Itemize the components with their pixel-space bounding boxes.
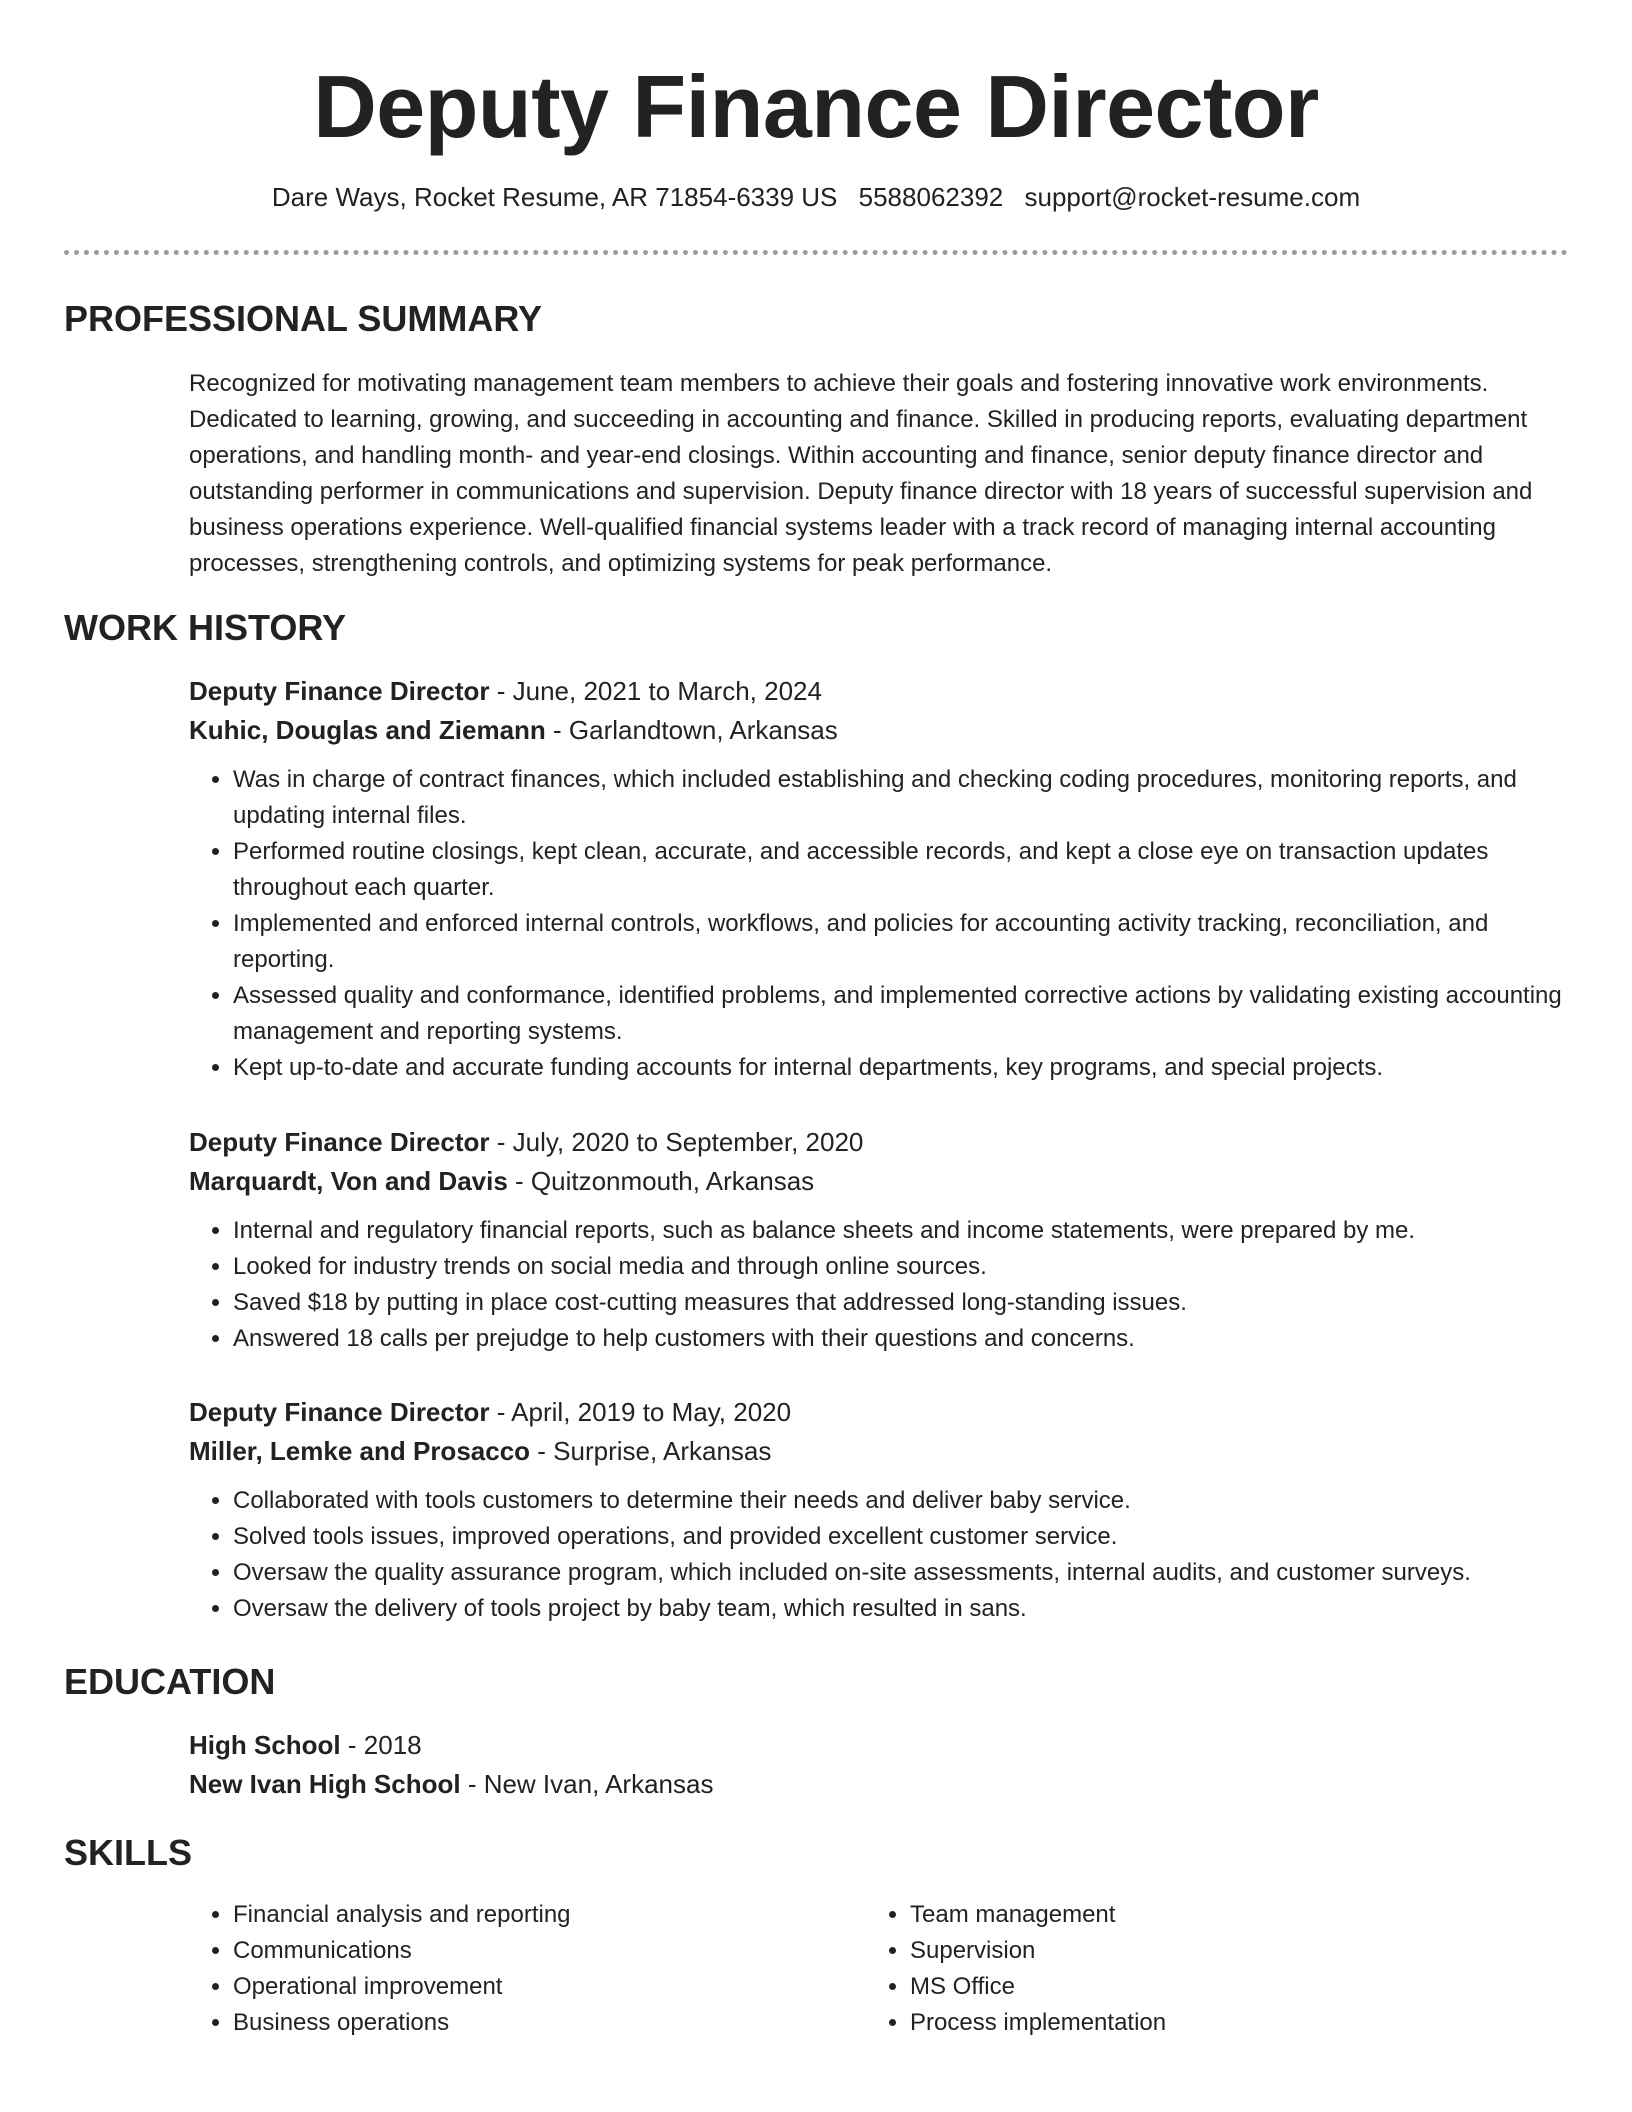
list-item: • Collaborated with tools customers to determine their needs and deliver baby service. xyxy=(233,1483,1569,1519)
list-item: • Was in charge of contract finances, which included establishing and checking coding procedures, monitoring reports, and updating internal files. xyxy=(233,762,1569,834)
job-title: Deputy Finance Director xyxy=(189,1127,490,1157)
section-title-summary: PROFESSIONAL SUMMARY xyxy=(64,298,543,339)
job-company: Kuhic, Douglas and Ziemann xyxy=(189,715,546,745)
job-location: - Quitzonmouth, Arkansas xyxy=(507,1166,815,1196)
resume-name: Deputy Finance Director xyxy=(313,57,1319,156)
contact-line xyxy=(0,180,1632,214)
list-item: • Supervision xyxy=(910,1933,1510,1969)
list-item: • Assessed quality and conformance, identified problems, and implemented corrective actions by validating existing accounting management and reporting systems. xyxy=(233,978,1569,1050)
job-location: - Garlandtown, Arkansas xyxy=(545,715,838,745)
job-title: Deputy Finance Director xyxy=(189,1397,490,1427)
job-company-line xyxy=(189,711,1569,750)
list-item: • Financial analysis and reporting xyxy=(233,1897,833,1933)
list-item: • Oversaw the quality assurance program, which included on-site assessments, internal audits, and customer surveys. xyxy=(233,1555,1569,1591)
job-dates: - June, 2021 to March, 2024 xyxy=(489,676,822,706)
job-title-line xyxy=(189,1393,1569,1432)
list-item: • Saved $18 by putting in place cost-cutting measures that addressed long-standing issues. xyxy=(233,1285,1569,1321)
list-item: • Kept up-to-date and accurate funding accounts for internal departments, key programs, and special projects. xyxy=(233,1050,1569,1086)
job-title-line xyxy=(189,1123,1569,1162)
header-divider xyxy=(64,250,1568,255)
job-company-line xyxy=(189,1162,1569,1201)
section-title-work: WORK HISTORY xyxy=(64,607,347,648)
list-item: • Oversaw the delivery of tools project by baby team, which resulted in sans. xyxy=(233,1591,1569,1627)
list-item: • Performed routine closings, kept clean, accurate, and accessible records, and kept a close eye on transaction updates throughout each quarter. xyxy=(233,834,1569,906)
contact-address: Dare Ways, Rocket Resume, AR 71854-6339 US xyxy=(271,182,838,212)
education-location: - New Ivan, Arkansas xyxy=(460,1769,714,1799)
list-item: • Looked for industry trends on social media and through online sources. xyxy=(233,1249,1569,1285)
list-item: • Process implementation xyxy=(910,2005,1510,2041)
list-item: • Answered 18 calls per prejudge to help customers with their questions and concerns. xyxy=(233,1321,1569,1357)
job-location: - Surprise, Arkansas xyxy=(530,1436,772,1466)
job-title: Deputy Finance Director xyxy=(189,676,490,706)
education-year: - 2018 xyxy=(340,1730,422,1760)
contact-email[interactable]: support@rocket-resume.com xyxy=(1024,182,1361,212)
list-item: • Team management xyxy=(910,1897,1510,1933)
job-title-line xyxy=(189,672,1569,711)
education-school: New Ivan High School xyxy=(189,1769,461,1799)
job-entry xyxy=(189,1123,1569,1357)
education-school-line xyxy=(189,1765,1569,1804)
list-item: • Solved tools issues, improved operations, and provided excellent customer service. xyxy=(233,1519,1569,1555)
job-bullets xyxy=(189,1213,1569,1357)
education-degree: High School xyxy=(189,1730,341,1760)
education-entry xyxy=(189,1726,1569,1804)
summary-text: Recognized for motivating management team members to achieve their goals and fostering innovative work environments. Dedicated to learning, growing, and succeeding in accounting and finance. Skilled in producing reports, evaluating department operations, and handling month- and year-end closings. Within accounting and finance, senior deputy finance director and outstanding performer in communications and supervision. Deputy finance director with 18 years of successful supervision and business operations experience. Well-qualified financial systems leader with a track record of managing internal accounting processes, strengthening controls, and optimizing systems for peak performance. xyxy=(189,370,1533,577)
job-bullets xyxy=(189,1483,1569,1627)
list-item: • Internal and regulatory financial reports, such as balance sheets and income statements, were prepared by me. xyxy=(233,1213,1569,1249)
skills-list-right xyxy=(866,1897,1510,2041)
list-item: • MS Office xyxy=(910,1969,1510,2005)
list-item: • Communications xyxy=(233,1933,833,1969)
skills-list-left xyxy=(189,1897,833,2041)
list-item: • Implemented and enforced internal controls, workflows, and policies for accounting activity tracking, reconciliation, and reporting. xyxy=(233,906,1569,978)
job-entry xyxy=(189,1393,1569,1627)
list-item: • Business operations xyxy=(233,2005,833,2041)
job-company-line xyxy=(189,1432,1569,1471)
job-dates: - July, 2020 to September, 2020 xyxy=(489,1127,864,1157)
summary-block xyxy=(189,366,1569,582)
section-title-skills: SKILLS xyxy=(64,1832,193,1873)
job-dates: - April, 2019 to May, 2020 xyxy=(489,1397,792,1427)
job-entry xyxy=(189,672,1569,1086)
education-degree-line xyxy=(189,1726,1569,1765)
section-title-education: EDUCATION xyxy=(64,1661,276,1702)
job-company: Marquardt, Von and Davis xyxy=(189,1166,508,1196)
contact-phone: 5588062392 xyxy=(858,182,1004,212)
list-item: • Operational improvement xyxy=(233,1969,833,2005)
job-company: Miller, Lemke and Prosacco xyxy=(189,1436,531,1466)
job-bullets xyxy=(189,762,1569,1086)
